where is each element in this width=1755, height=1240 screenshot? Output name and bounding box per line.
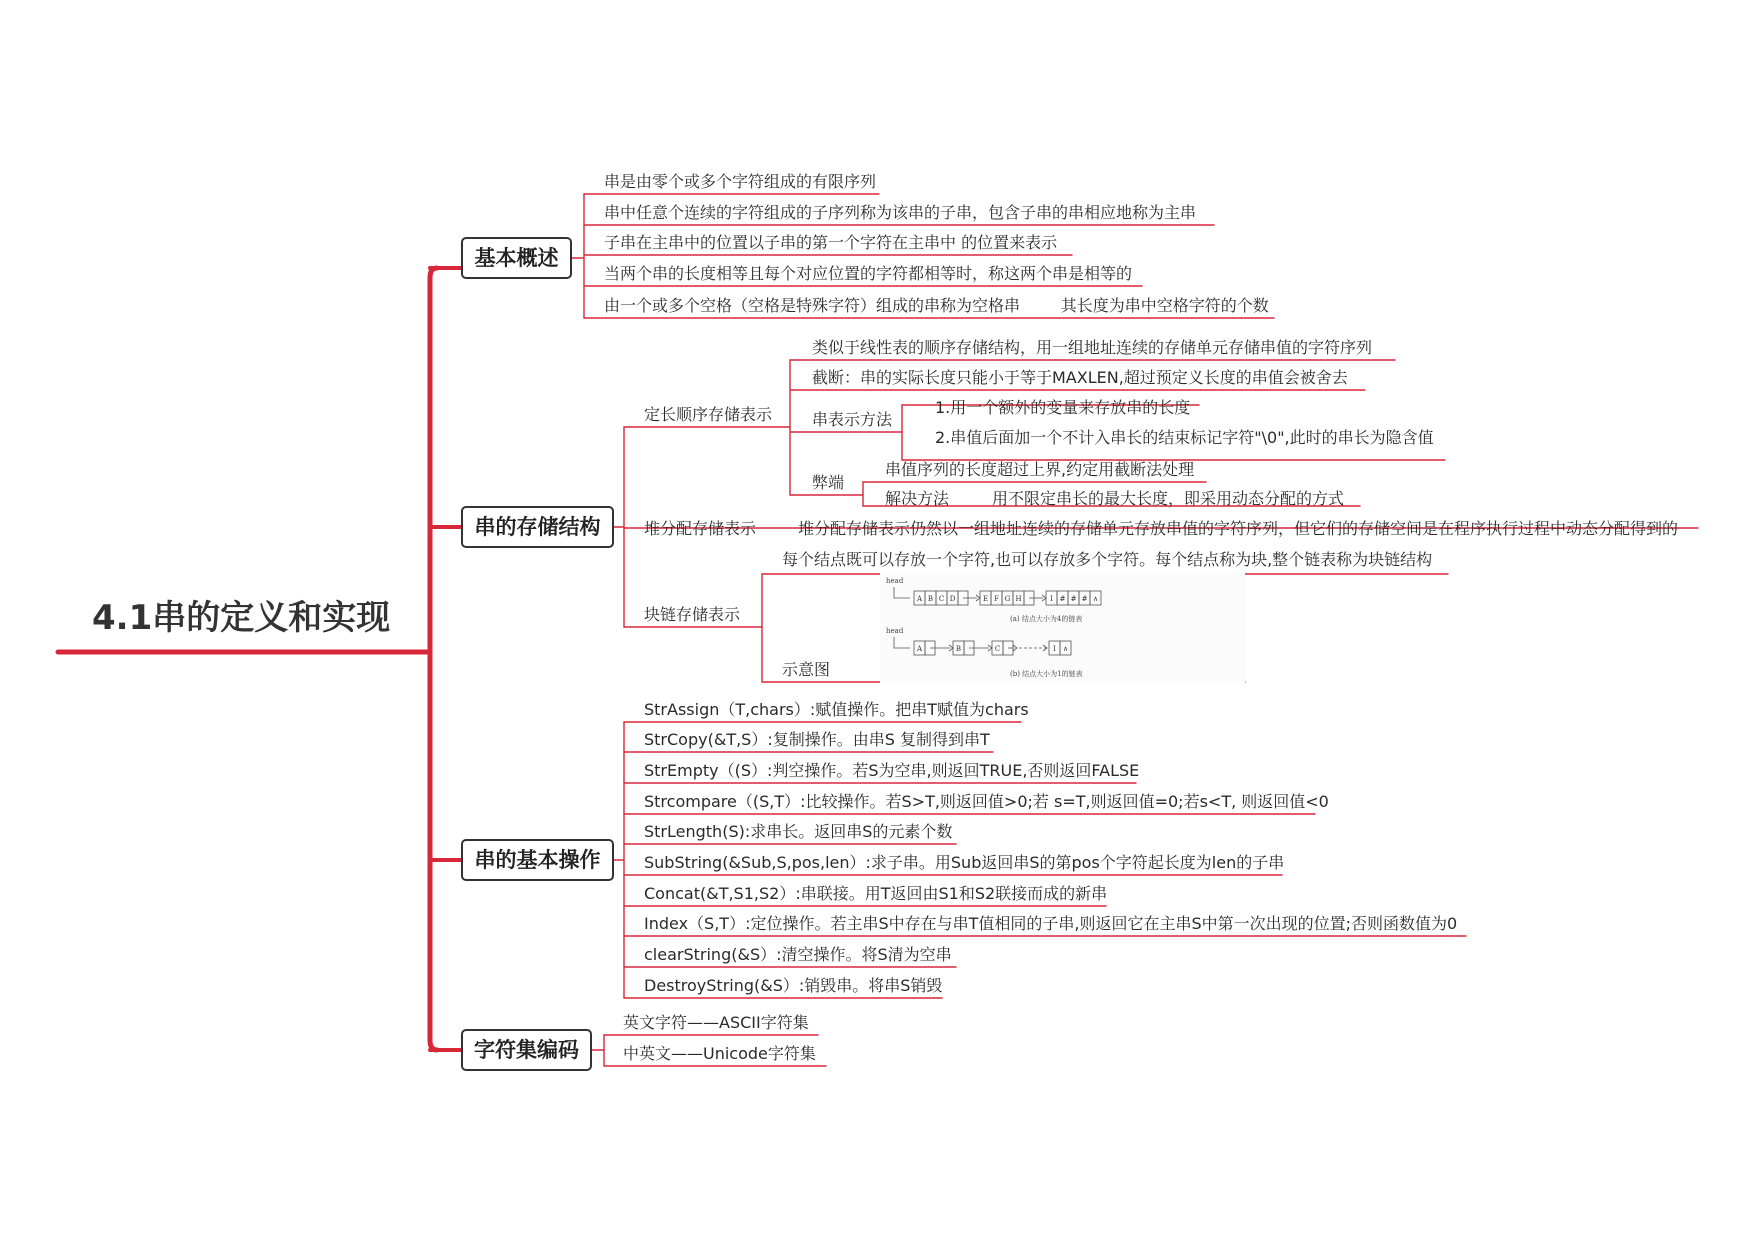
fixed-storage-label: 定长顺序存储表示 [644,405,773,424]
svg-text:G: G [1004,595,1011,603]
fig-head-b: head [886,627,904,635]
charset-item-ascii: 英文字符——ASCII字符集 [623,1013,809,1032]
heap-storage-text: 堆分配存储表示仍然以一组地址连续的存储单元存放串值的字符序列，但它们的存储空间是在程序执行过程中动态分配得到的 [798,519,1679,538]
list-node-b1 [914,641,925,655]
svg-text:B: B [927,595,934,603]
solution-label: 解决方法 [885,489,950,508]
op-destroystring: DestroyString(&S）:销毁串。将串S销毁 [644,976,943,995]
list-node-a2 [980,591,1024,605]
svg-text:∧: ∧ [1092,595,1099,603]
fixed-item-1: 类似于线性表的顺序存储结构，用一组地址连续的存储单元存储串值的字符序列 [812,338,1373,357]
node-pointer-b2 [964,641,992,655]
list-node-b4 [1049,641,1071,655]
op-strcompare: Strcompare（(S,T）:比较操作。若S>T,则返回值>0;若 s=T,则返回值=0;若s<T, 则返回值<0 [644,792,1329,811]
list-node-b3 [992,641,1003,655]
list-node-a3 [1046,591,1101,605]
basic-item-3: 子串在主串中的位置以子串的第一个字符在主串中 的位置来表示 [604,233,1058,252]
block-storage-text: 每个结点既可以存放一个字符,也可以存放多个字符。每个结点称为块,整个链表称为块链结构 [782,550,1433,569]
svg-text:#: # [1059,595,1066,603]
solution-text: 用不限定串长的最大长度，即采用动态分配的方式 [992,489,1345,508]
svg-text:A: A [916,595,923,603]
list-node-a1 [914,591,958,605]
op-concat: Concat(&T,S1,S2）:串联接。用T返回由S1和S2联接而成的新串 [644,884,1108,903]
method-label: 串表示方法 [812,410,893,429]
basic-item-1: 串是由零个或多个字符组成的有限序列 [604,172,877,191]
charset-item-unicode: 中英文——Unicode字符集 [623,1044,816,1063]
diagram-label: 示意图 [782,660,831,679]
drawback-item-1: 串值序列的长度超过上界,约定用截断法处理 [885,460,1195,479]
main-trunk [430,268,437,1050]
block-linked-list-figure [880,573,1245,683]
svg-text:#: # [1081,595,1088,603]
op-strassign: StrAssign（T,chars）:赋值操作。把串T赋值为chars [644,700,1029,719]
svg-text:H: H [1015,595,1022,603]
svg-text:A: A [916,645,923,653]
svg-text:D: D [949,595,956,603]
op-strempty: StrEmpty（(S）:判空操作。若S为空串,则返回TRUE,否则返回FALSE [644,761,1140,780]
drawback-label: 弊端 [812,473,845,492]
node-pointer-b1 [925,641,953,655]
op-clearstring: clearString(&S）:清空操作。将S清为空串 [644,945,952,964]
svg-text:I: I [1050,595,1053,603]
branch-storage-structure: 串的存储结构 [461,506,614,548]
root-title: 4.1串的定义和实现 [92,598,391,638]
head-pointer-b [894,637,910,648]
fig-caption-b: (b) 结点大小为1的链表 [1010,670,1083,678]
fig-head-a: head [886,577,904,585]
fig-caption-a: (a) 结点大小为4的链表 [1010,615,1083,623]
svg-text:B: B [955,645,962,653]
basic-item-5: 由一个或多个空格（空格是特殊字符）组成的串称为空格串 其长度为串中空格字符的个数 [604,296,1269,315]
list-node-b2 [953,641,964,655]
svg-text:C: C [994,645,1001,653]
svg-text:C: C [938,595,945,603]
svg-text:I: I [1053,645,1056,653]
basic-item-4: 当两个串的长度相等且每个对应位置的字符都相等时，称这两个串是相等的 [604,264,1133,283]
node-pointer-a1 [958,591,980,605]
branch-basic-overview: 基本概述 [461,237,572,279]
op-index: Index（S,T）:定位操作。若主串S中存在与串T值相同的子串,则返回它在主串S中第一次出现的位置;否则函数值为0 [644,914,1458,933]
method-item-2: 2.串值后面加一个不计入串长的结束标记字符"\0",此时的串长为隐含值 [935,428,1434,447]
svg-text:#: # [1070,595,1077,603]
svg-text:E: E [982,595,989,603]
svg-text:F: F [994,595,999,603]
svg-text:∧: ∧ [1062,645,1069,653]
fixed-item-2: 截断：串的实际长度只能小于等于MAXLEN,超过预定义长度的串值会被舍去 [812,368,1348,387]
head-pointer-a [894,587,910,598]
branch-basic-operations: 串的基本操作 [461,839,614,881]
method-item-1: 1.用一个额外的变量来存放串的长度 [935,398,1191,417]
node-pointer-a2 [1024,591,1046,605]
node-pointer-b3 [1003,641,1017,655]
op-strcopy: StrCopy(&T,S）:复制操作。由串S 复制得到串T [644,730,990,749]
branch-charset-encoding: 字符集编码 [461,1029,592,1071]
basic-item-2: 串中任意个连续的字符组成的子序列称为该串的子串，包含子串的串相应地称为主串 [604,203,1197,222]
op-strlength: StrLength(S):求串长。返回串S的元素个数 [644,822,953,841]
block-storage-label: 块链存储表示 [644,605,741,624]
heap-storage-label: 堆分配存储表示 [644,519,757,538]
op-substring: SubString(&Sub,S,pos,len）:求子串。用Sub返回串S的第pos个字符起长度为len的子串 [644,853,1285,872]
